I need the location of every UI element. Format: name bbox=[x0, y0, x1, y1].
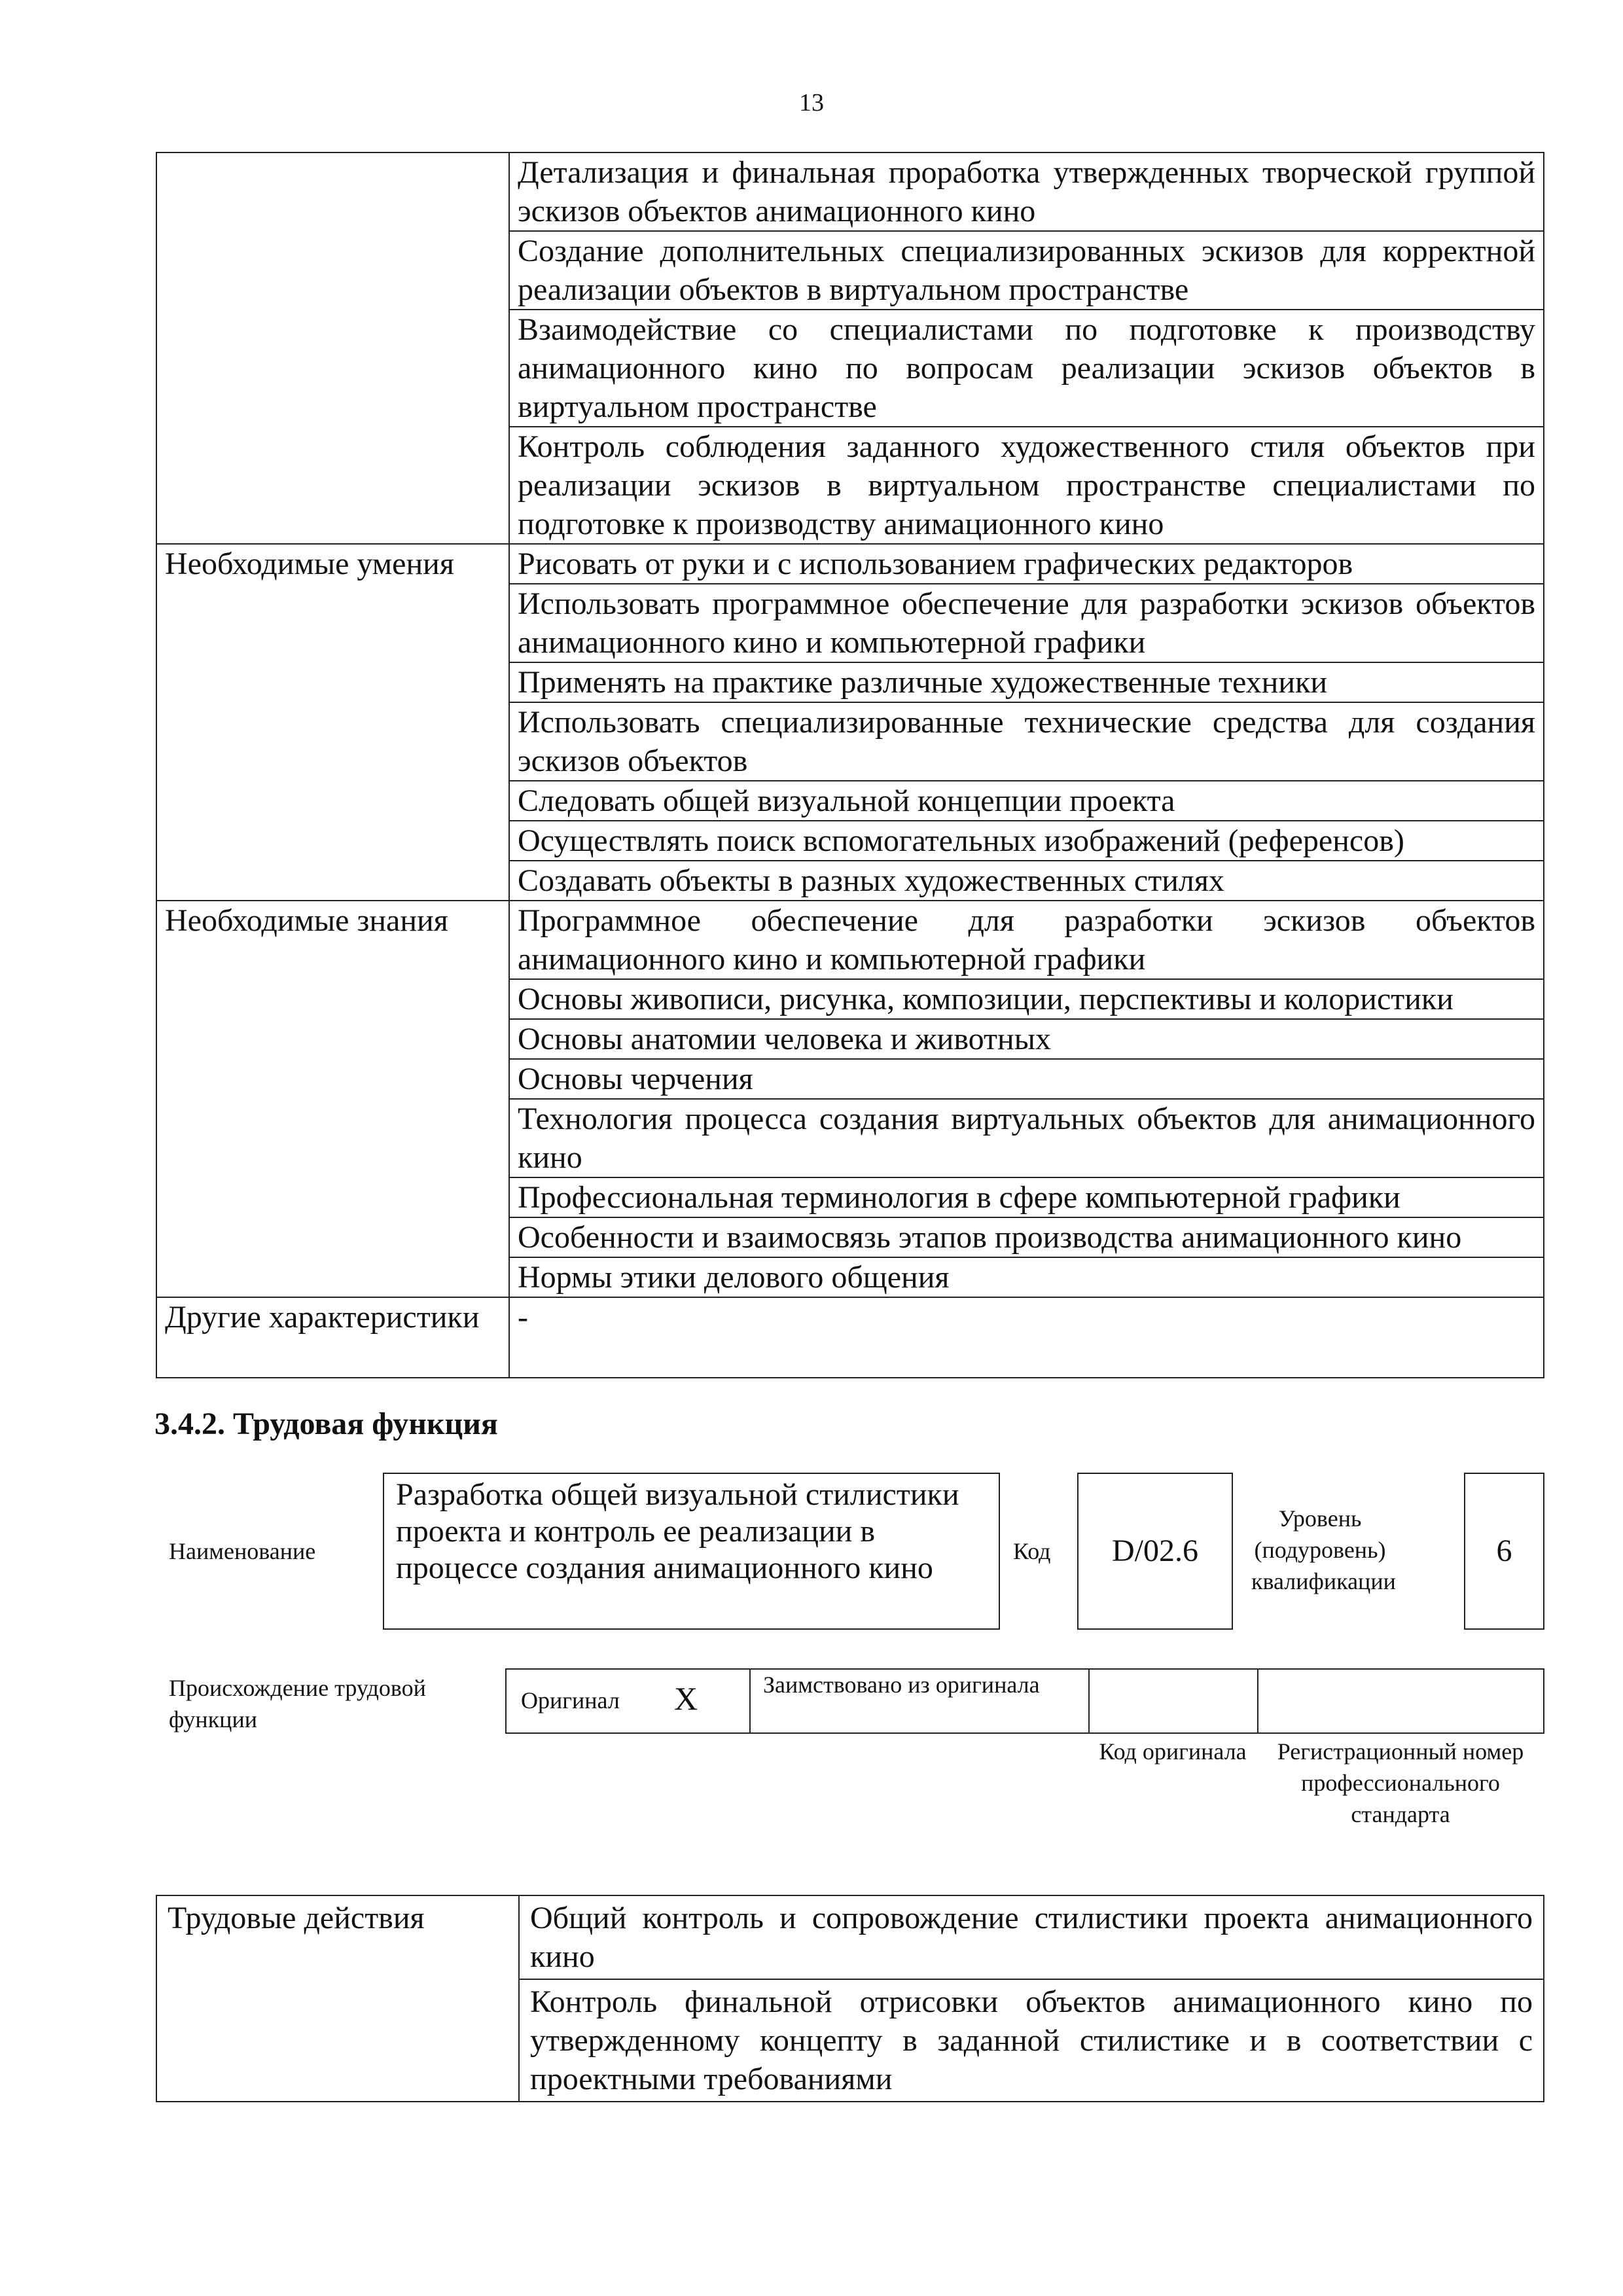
text-cell: Программное обеспечение для разработки эскизов объектов анимационного кино и компьютерной графики bbox=[509, 901, 1544, 979]
level-label: Уровень (подуровень) квалификации bbox=[1251, 1505, 1396, 1594]
table-row bbox=[156, 1895, 1544, 1979]
section-heading: 3.4.2. Трудовая функция bbox=[154, 1407, 498, 1441]
label-cell-knowledge: Необходимые знания bbox=[156, 901, 509, 1297]
text-cell: Детализация и финальная проработка утвержденных творческой группой эскизов объектов анимационного кино bbox=[509, 152, 1544, 231]
text-cell: Профессиональная терминология в сфере компьютерной графики bbox=[509, 1177, 1544, 1217]
text-cell: Контроль финальной отрисовки объектов анимационного кино по утвержденному концепту в заданной стилистике и в соответствии с проектными требованиями bbox=[519, 1979, 1544, 2102]
text-cell: Контроль соблюдения заданного художественного стиля объектов при реализации эскизов в виртуальном пространстве специалистами по подготовке к производству анимационного кино bbox=[509, 427, 1544, 544]
text-cell: Рисовать от руки и с использованием графических редакторов bbox=[509, 544, 1544, 584]
code-label: Код bbox=[1013, 1538, 1051, 1564]
text-cell: Основы анатомии человека и животных bbox=[509, 1019, 1544, 1059]
text-cell: Основы живописи, рисунка, композиции, перспективы и колористики bbox=[509, 979, 1544, 1019]
text-cell: Создание дополнительных специализированных эскизов для корректной реализации объектов в виртуальном пространстве bbox=[509, 231, 1544, 310]
text-cell: Основы черчения bbox=[509, 1059, 1544, 1099]
divider bbox=[1088, 1668, 1090, 1734]
text-cell: - bbox=[509, 1297, 1544, 1378]
page-number: 13 bbox=[799, 89, 824, 117]
table-row bbox=[156, 901, 1544, 979]
table-row bbox=[156, 544, 1544, 584]
divider bbox=[1257, 1668, 1258, 1734]
text-cell: Осуществлять поиск вспомогательных изображений (референсов) bbox=[509, 821, 1544, 861]
borrowed-label: Заимствовано из оригинала bbox=[763, 1672, 1040, 1698]
level-box: 6 bbox=[1464, 1473, 1544, 1630]
text-cell: Создавать объекты в разных художественных стилях bbox=[509, 861, 1544, 901]
text-cell: Особенности и взаимосвязь этапов производства анимационного кино bbox=[509, 1217, 1544, 1257]
name-label: Наименование bbox=[169, 1538, 316, 1564]
divider bbox=[749, 1668, 751, 1734]
text-cell: Следовать общей визуальной концепции проекта bbox=[509, 781, 1544, 821]
table-row bbox=[156, 152, 1544, 231]
code-box: D/02.6 bbox=[1077, 1473, 1233, 1630]
label-cell-skills: Необходимые умения bbox=[156, 544, 509, 901]
text-cell: Технология процесса создания виртуальных объектов для анимационного кино bbox=[509, 1099, 1544, 1177]
function-name-box: Разработка общей визуальной стилистики проекта и контроль ее реализации в процессе создания анимационного кино bbox=[383, 1473, 1000, 1630]
label-cell-other: Другие характеристики bbox=[156, 1297, 509, 1378]
label-cell-actions: Трудовые действия bbox=[156, 1895, 519, 2102]
text-cell: Использовать программное обеспечение для разработки эскизов объектов анимационного кино и компьютерной графики bbox=[509, 584, 1544, 662]
code-original-caption: Код оригинала bbox=[1099, 1738, 1247, 1765]
text-cell: Общий контроль и сопровождение стилистики проекта анимационного кино bbox=[519, 1895, 1544, 1979]
origin-label: Происхождение трудовой функции bbox=[169, 1675, 426, 1732]
table-row bbox=[156, 1297, 1544, 1378]
text-cell: Взаимодействие со специалистами по подготовке к производству анимационного кино по вопросам реализации эскизов объектов в виртуальном пространстве bbox=[509, 310, 1544, 427]
text-cell: Использовать специализированные технические средства для создания эскизов объектов bbox=[509, 702, 1544, 781]
requirements-table bbox=[156, 152, 1544, 1378]
text-cell: Применять на практике различные художественные техники bbox=[509, 662, 1544, 702]
original-mark: X bbox=[674, 1680, 698, 1717]
original-label: Оригинал bbox=[521, 1687, 620, 1713]
label-cell bbox=[156, 152, 509, 544]
actions-table bbox=[156, 1895, 1544, 2102]
text-cell: Нормы этики делового общения bbox=[509, 1257, 1544, 1297]
reg-number-caption: Регистрационный номер профессионального стандарта bbox=[1277, 1738, 1524, 1827]
